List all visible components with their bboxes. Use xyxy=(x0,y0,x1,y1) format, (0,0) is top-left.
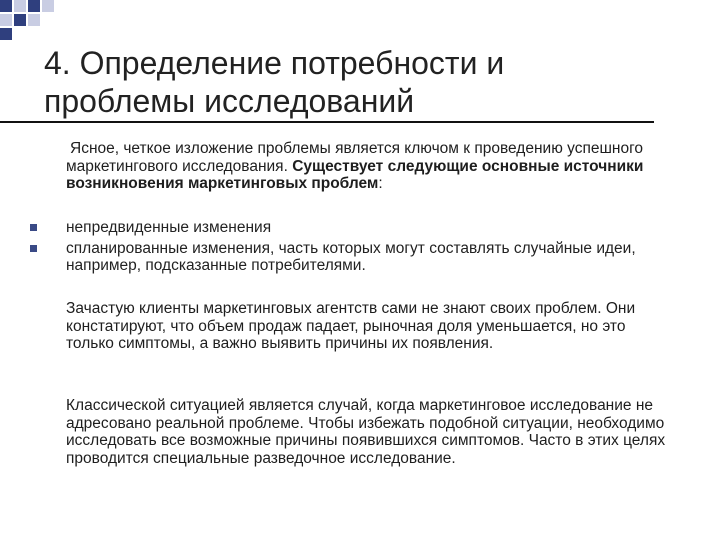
paragraph-classic-situation: Классической ситуацией является случай, когда маркетинговое исследование не адресовано реальной проблеме. Чтобы избежать подобной ситуации, необходимо исследовать все возможные причины появившихся симптомов. Часто в этих целях проводится специальные разведочное исследование. xyxy=(66,397,666,467)
list-item-text: непредвиденные изменения xyxy=(66,219,272,236)
corner-square xyxy=(28,14,40,26)
corner-square xyxy=(28,0,40,12)
bullet-square-icon xyxy=(30,224,37,231)
list-item xyxy=(30,240,670,275)
paragraph-clients: Зачастую клиенты маркетинговых агентств сами не знают своих проблем. Они констатируют, что объем продаж падает, рыночная доля уменьшается, но это только симптомы, а важно выявить причины их появления. xyxy=(66,300,636,352)
list-item-text: спланированные изменения, часть которых могут составлять случайные идеи, например, подсказанные потребителями. xyxy=(66,239,636,274)
intro-end: : xyxy=(378,175,383,192)
bullet-square-icon xyxy=(30,245,37,252)
sources-list xyxy=(30,219,670,278)
title-underline xyxy=(0,121,654,123)
slide-title: 4. Определение потребности и проблемы исследований xyxy=(44,45,505,119)
corner-square xyxy=(0,28,12,40)
corner-square xyxy=(14,14,26,26)
intro-text: Ясное, четкое изложение проблемы является ключом к проведению успешного маркетингового исследования. xyxy=(66,140,644,175)
intro-emphasis: Существует следующие основные источники возникновения маркетинговых проблем xyxy=(66,157,644,192)
corner-decoration xyxy=(0,0,64,40)
list-item xyxy=(30,219,670,237)
corner-square xyxy=(42,0,54,12)
corner-square xyxy=(0,0,12,12)
intro-paragraph xyxy=(66,140,666,193)
corner-square xyxy=(14,0,26,12)
corner-square xyxy=(0,14,12,26)
